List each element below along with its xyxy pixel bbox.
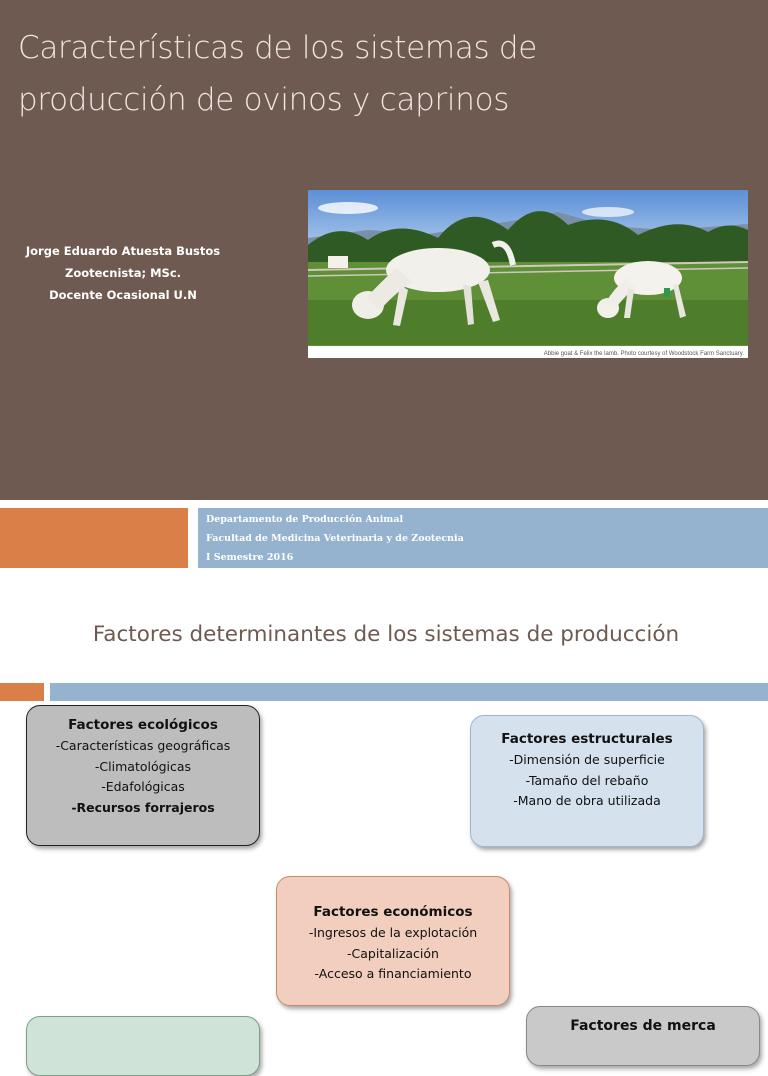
title-slide (0, 0, 768, 500)
slide-title: Características de los sistemas de producción de ovinos y caprinos (18, 30, 538, 118)
box-item: -Ingresos de la explotación (308, 925, 478, 940)
photo-caption: Abbie goat & Felix the lamb. Photo courtesy of Woodstock Farm Sanctuary. (543, 351, 744, 357)
box-item: -Características geográficas (55, 738, 231, 753)
title-bar-orange (0, 683, 44, 701)
footer-accent-orange (0, 508, 188, 568)
box-item: -Mano de obra utilizada (513, 793, 661, 808)
author-position: Docente Ocasional U.N (49, 288, 197, 302)
goat-lamb-photo (308, 190, 748, 358)
department-footer (206, 510, 464, 567)
faculty-line: Facultad de Medicina Veterinaria y de Zootecnia (206, 533, 464, 544)
semester-line: I Semestre 2016 (206, 552, 294, 563)
ecological-factors-box (26, 705, 260, 846)
title-bar-blue (50, 683, 768, 701)
box-item: -Acceso a financiamiento (314, 966, 472, 981)
box-item: -Edafológicas (101, 779, 185, 794)
structural-factors-box (470, 715, 704, 847)
author-block (18, 240, 228, 306)
partial-factors-box-left (26, 1016, 260, 1076)
slide2-title: Factores determinantes de los sistemas de producción (92, 622, 680, 647)
department-line: Departamento de Producción Animal (206, 514, 404, 525)
box-heading: Factores económicos (313, 904, 473, 920)
author-degree: Zootecnista; MSc. (65, 266, 181, 280)
box-heading: Factores estructurales (501, 731, 673, 747)
box-heading: Factores de merca (570, 1018, 716, 1034)
market-factors-box (526, 1006, 760, 1066)
box-item: -Capitalización (347, 945, 439, 961)
box-item: -Recursos forrajeros (71, 799, 215, 815)
box-item: -Dimensión de superficie (509, 752, 665, 767)
divider (0, 500, 768, 508)
box-heading: Factores ecológicos (68, 717, 218, 733)
economic-factors-box (276, 876, 510, 1006)
box-item: -Tamaño del rebaño (525, 772, 649, 788)
author-name: Jorge Eduardo Atuesta Bustos (25, 244, 221, 258)
box-item: -Climatológicas (94, 758, 192, 774)
